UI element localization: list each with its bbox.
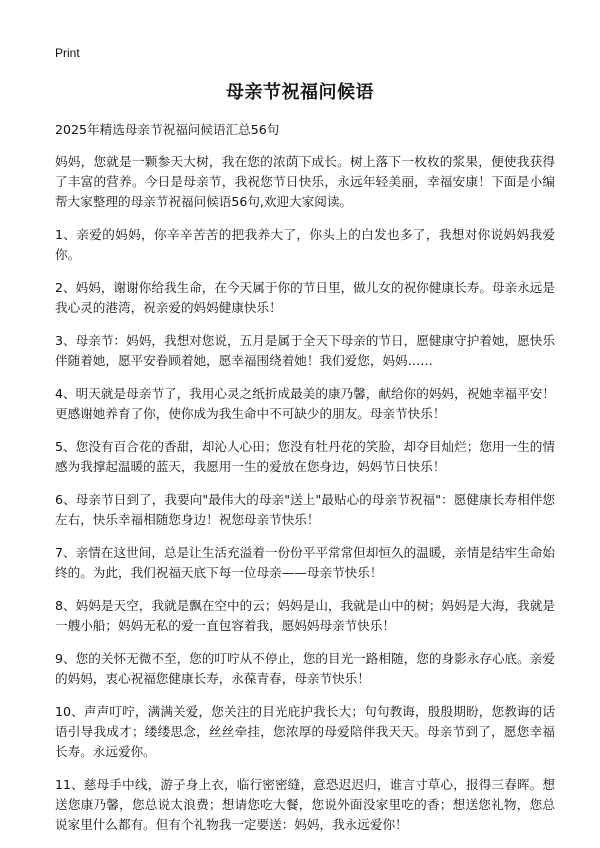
greeting-4: 4、明天就是母亲节了，我用心灵之纸折成最美的康乃馨，献给你的妈妈，祝她幸福平安！更感谢她养育了你，使你成为我生命中不可缺少的朋友。母亲节快乐！ xyxy=(55,386,555,421)
greeting-2: 2、妈妈，谢谢你给我生命，在今天属于你的节日里，做儿女的祝你健康长寿。母亲永远是我心灵的港湾，祝亲爱的妈妈健康快乐！ xyxy=(55,280,555,315)
greeting-9: 9、您的关怀无微不至，您的叮咛从不停止，您的目光一路相随，您的身影永存心底。亲爱的妈妈，衷心祝福您健康长寿，永葆青春，母亲节快乐！ xyxy=(55,651,555,686)
greeting-10: 10、声声叮咛，满满关爱，您关注的目光庇护我长大；句句教诲，殷殷期盼，您教诲的话语引导我成才；缕缕思念，丝丝牵挂，您浓厚的母爱陪伴我天天。母亲节到了，愿您幸福长寿。永远爱你。 xyxy=(55,704,555,759)
greeting-1: 1、亲爱的妈妈，你辛辛苦苦的把我养大了，你头上的白发也多了，我想对你说妈妈我爱你。 xyxy=(55,227,555,262)
print-link[interactable]: Print xyxy=(55,46,80,60)
greeting-6: 6、母亲节日到了，我要向"最伟大的母亲"送上"最贴心的母亲节祝福"：愿健康长寿相伴您左右，快乐幸福相随您身边！祝您母亲节快乐！ xyxy=(55,492,555,527)
greeting-7: 7、亲情在这世间，总是让生活充溢着一份份平平常常但却恒久的温暖，亲情是结牢生命始终的。为此，我们祝福天底下每一位母亲——母亲节快乐！ xyxy=(55,545,555,580)
greeting-5: 5、您没有百合花的香甜，却沁人心田；您没有牡丹花的笑脸，却夺目灿烂；您用一生的情感为我撑起温暖的蓝天，我愿用一生的爱放在您身边，妈妈节日快乐！ xyxy=(55,439,555,474)
greeting-3: 3、母亲节：妈妈，我想对您说，五月是属于全天下母亲的节日，愿健康守护着她，愿快乐伴随着她，愿平安眷顾着她，愿幸福围绕着她！我们爱您，妈妈…… xyxy=(55,333,555,368)
article-subtitle: 2025年精选母亲节祝福问候语汇总56句 xyxy=(55,122,280,137)
intro-paragraph: 妈妈，您就是一颗参天大树，我在您的浓荫下成长。树上落下一枚枚的浆果，便使我获得了丰富的营养。今日是母亲节，我祝您节日快乐，永远年轻美丽，幸福安康！下面是小编帮大家整理的母亲节祝福问候语56句,欢迎大家阅读。 xyxy=(55,154,555,209)
article-content xyxy=(55,120,555,848)
greeting-11: 11、慈母手中线，游子身上衣，临行密密缝，意恐迟迟归，谁言寸草心，报得三春晖。想送您康乃馨，您总说太浪费；想请您吃大餐，您说外面没家里吃的香；想送您礼物，您总说家里什么都有。但有个礼物我一定要送：妈妈，我永远爱你！ xyxy=(55,777,555,832)
greeting-8: 8、妈妈是天空，我就是飘在空中的云；妈妈是山，我就是山中的树；妈妈是大海，我就是一艘小船；妈妈无私的爱一直包容着我，愿妈妈母亲节快乐！ xyxy=(55,598,555,633)
page-title: 母亲节祝福问候语 xyxy=(226,82,374,103)
